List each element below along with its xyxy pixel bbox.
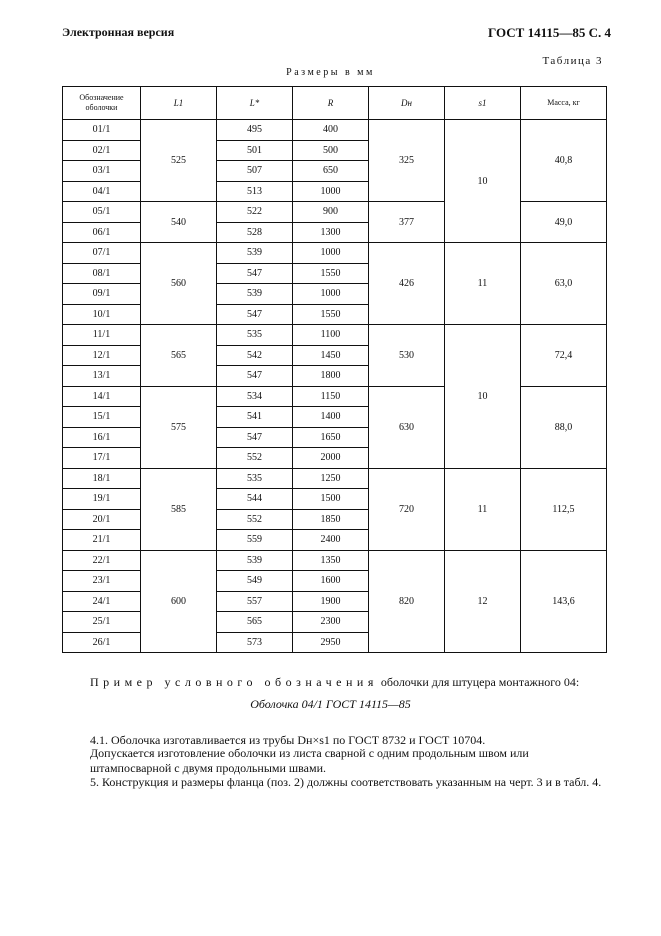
cell-designation: 25/1 <box>63 612 141 633</box>
cell-designation: 02/1 <box>63 140 141 161</box>
cell-r: 1500 <box>293 489 369 510</box>
paragraph-4-1-allowance: Допускается изготовление оболочки из листа сварной с одним продольным швом или штампосварной с двумя продольными швами. <box>90 746 529 775</box>
designation-example-heading: Пример условного обозначения <box>90 675 378 689</box>
cell-r: 1000 <box>293 243 369 264</box>
col-header-mass: Масса, кг <box>521 87 607 120</box>
cell-designation: 01/1 <box>63 120 141 141</box>
cell-l: 539 <box>217 550 293 571</box>
col-header-dn: Dн <box>369 87 445 120</box>
cell-designation: 26/1 <box>63 632 141 653</box>
cell-r: 2000 <box>293 448 369 469</box>
table-row <box>63 468 607 489</box>
cell-designation: 13/1 <box>63 366 141 387</box>
cell-l: 547 <box>217 366 293 387</box>
cell-s1: 10 <box>445 325 521 469</box>
cell-dn: 820 <box>369 550 445 653</box>
designation-example-text: оболочки для штуцера монтажного 04: <box>380 675 580 689</box>
cell-dn: 630 <box>369 386 445 468</box>
table-row <box>63 325 607 346</box>
cell-r: 1800 <box>293 366 369 387</box>
paragraph-4-1: 4.1. Оболочка изготавливается из трубы Dн×s1 по ГОСТ 8732 и ГОСТ 10704. <box>90 733 486 747</box>
cell-r: 1900 <box>293 591 369 612</box>
cell-r: 1100 <box>293 325 369 346</box>
cell-l: 549 <box>217 571 293 592</box>
cell-designation: 06/1 <box>63 222 141 243</box>
cell-r: 1350 <box>293 550 369 571</box>
col-header-designation: Обозначение оболочки <box>63 87 141 120</box>
cell-l: 547 <box>217 427 293 448</box>
table-body <box>63 120 607 653</box>
cell-l1: 585 <box>141 468 217 550</box>
cell-designation: 16/1 <box>63 427 141 448</box>
cell-l: 544 <box>217 489 293 510</box>
cell-mass: 49,0 <box>521 202 607 243</box>
cell-l: 507 <box>217 161 293 182</box>
cell-r: 1600 <box>293 571 369 592</box>
cell-l1: 540 <box>141 202 217 243</box>
cell-designation: 15/1 <box>63 407 141 428</box>
dimensions-table <box>62 86 607 653</box>
cell-l: 552 <box>217 509 293 530</box>
cell-l1: 575 <box>141 386 217 468</box>
cell-l: 501 <box>217 140 293 161</box>
cell-designation: 08/1 <box>63 263 141 284</box>
cell-s1: 11 <box>445 243 521 325</box>
cell-dn: 530 <box>369 325 445 387</box>
cell-l: 559 <box>217 530 293 551</box>
cell-dn: 377 <box>369 202 445 243</box>
cell-dn: 720 <box>369 468 445 550</box>
cell-r: 1300 <box>293 222 369 243</box>
cell-l: 539 <box>217 243 293 264</box>
cell-l: 513 <box>217 181 293 202</box>
cell-r: 1250 <box>293 468 369 489</box>
cell-l1: 525 <box>141 120 217 202</box>
paragraph-5: 5. Конструкция и размеры фланца (поз. 2) должны соответствовать указанным на черт. 3 и в табл. 4. <box>90 775 602 789</box>
cell-designation: 23/1 <box>63 571 141 592</box>
cell-r: 1150 <box>293 386 369 407</box>
cell-l: 565 <box>217 612 293 633</box>
col-header-l1: L1 <box>141 87 217 120</box>
cell-l1: 565 <box>141 325 217 387</box>
cell-l: 534 <box>217 386 293 407</box>
cell-l: 522 <box>217 202 293 223</box>
cell-r: 1000 <box>293 181 369 202</box>
cell-l: 557 <box>217 591 293 612</box>
table-row <box>63 550 607 571</box>
cell-designation: 09/1 <box>63 284 141 305</box>
cell-designation: 18/1 <box>63 468 141 489</box>
designation-example-value: Оболочка 04/1 ГОСТ 14115—85 <box>250 697 411 711</box>
cell-l: 495 <box>217 120 293 141</box>
header-standard-page: ГОСТ 14115—85 С. 4 <box>488 25 611 40</box>
cell-designation: 19/1 <box>63 489 141 510</box>
cell-l1: 560 <box>141 243 217 325</box>
cell-l: 539 <box>217 284 293 305</box>
cell-designation: 05/1 <box>63 202 141 223</box>
cell-l1: 600 <box>141 550 217 653</box>
cell-r: 1450 <box>293 345 369 366</box>
table-number-label: Таблица 3 <box>542 55 603 67</box>
cell-designation: 03/1 <box>63 161 141 182</box>
cell-mass: 112,5 <box>521 468 607 550</box>
cell-s1: 11 <box>445 468 521 550</box>
cell-r: 500 <box>293 140 369 161</box>
cell-designation: 21/1 <box>63 530 141 551</box>
cell-mass: 72,4 <box>521 325 607 387</box>
cell-r: 1650 <box>293 427 369 448</box>
cell-r: 1000 <box>293 284 369 305</box>
col-header-s1: s1 <box>445 87 521 120</box>
cell-r: 900 <box>293 202 369 223</box>
cell-r: 650 <box>293 161 369 182</box>
cell-l: 552 <box>217 448 293 469</box>
cell-dn: 426 <box>369 243 445 325</box>
cell-designation: 11/1 <box>63 325 141 346</box>
cell-designation: 22/1 <box>63 550 141 571</box>
cell-mass: 40,8 <box>521 120 607 202</box>
cell-dn: 325 <box>369 120 445 202</box>
table-row <box>63 120 607 141</box>
cell-designation: 20/1 <box>63 509 141 530</box>
cell-mass: 88,0 <box>521 386 607 468</box>
cell-l: 535 <box>217 468 293 489</box>
cell-r: 1850 <box>293 509 369 530</box>
cell-l: 528 <box>217 222 293 243</box>
cell-r: 1550 <box>293 263 369 284</box>
cell-designation: 10/1 <box>63 304 141 325</box>
cell-r: 2400 <box>293 530 369 551</box>
cell-designation: 17/1 <box>63 448 141 469</box>
cell-designation: 04/1 <box>63 181 141 202</box>
cell-s1: 10 <box>445 120 521 243</box>
table-caption: Размеры в мм <box>286 67 375 78</box>
cell-r: 1550 <box>293 304 369 325</box>
table-row <box>63 386 607 407</box>
cell-l: 573 <box>217 632 293 653</box>
cell-r: 400 <box>293 120 369 141</box>
designation-example-line <box>90 675 579 690</box>
cell-l: 541 <box>217 407 293 428</box>
cell-s1: 12 <box>445 550 521 653</box>
col-header-l: L* <box>217 87 293 120</box>
table-header-row <box>63 87 607 120</box>
cell-designation: 14/1 <box>63 386 141 407</box>
cell-r: 1400 <box>293 407 369 428</box>
cell-l: 535 <box>217 325 293 346</box>
cell-mass: 63,0 <box>521 243 607 325</box>
cell-l: 547 <box>217 263 293 284</box>
table-row <box>63 202 607 223</box>
col-header-r: R <box>293 87 369 120</box>
cell-designation: 12/1 <box>63 345 141 366</box>
cell-mass: 143,6 <box>521 550 607 653</box>
header-edition-label: Электронная версия <box>62 25 175 39</box>
table-row <box>63 243 607 264</box>
cell-l: 542 <box>217 345 293 366</box>
cell-l: 547 <box>217 304 293 325</box>
cell-r: 2950 <box>293 632 369 653</box>
cell-designation: 24/1 <box>63 591 141 612</box>
cell-designation: 07/1 <box>63 243 141 264</box>
cell-r: 2300 <box>293 612 369 633</box>
